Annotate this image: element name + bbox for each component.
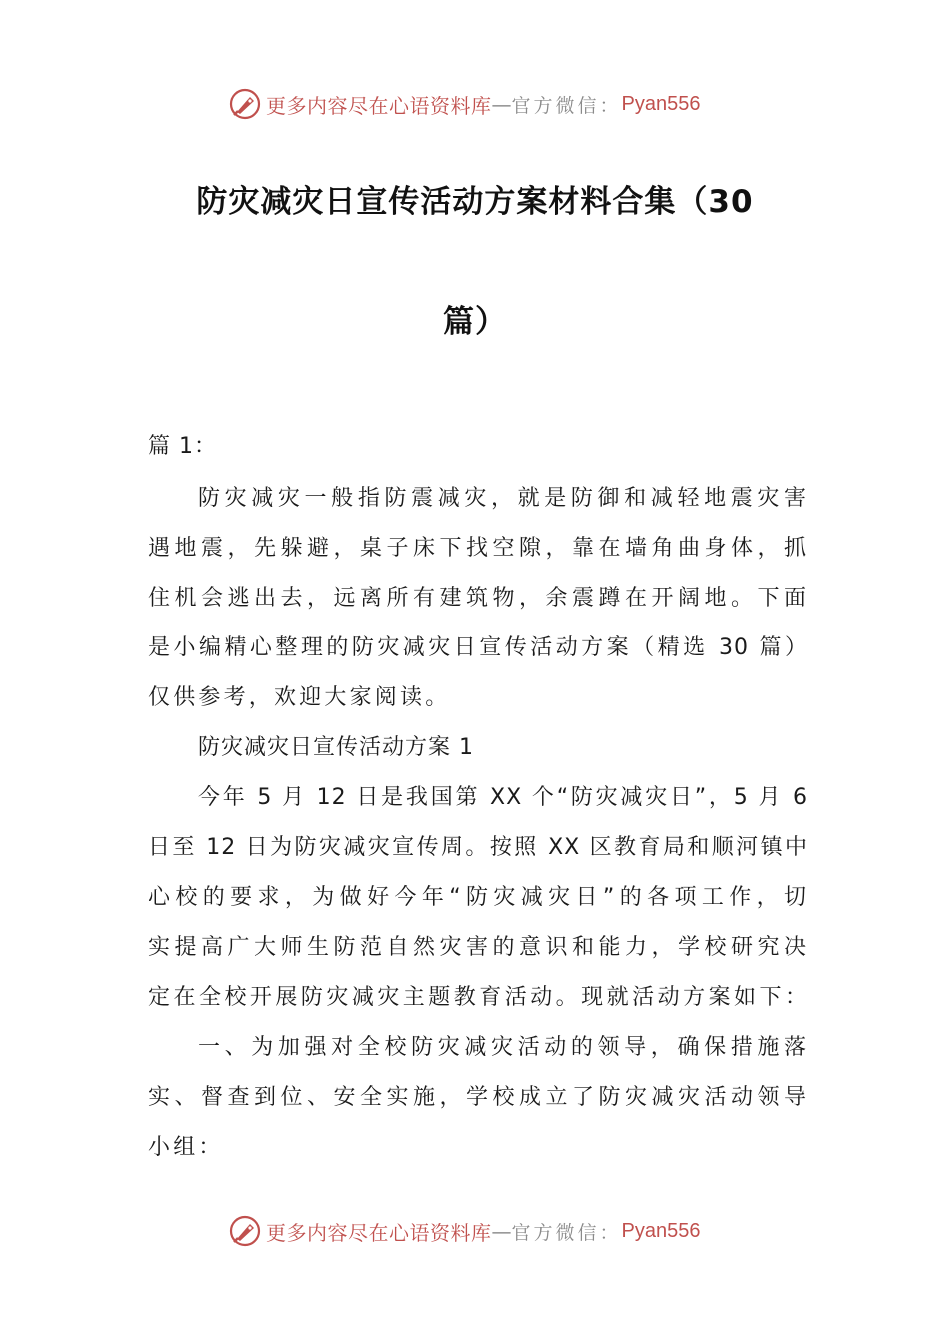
paragraph-line: 今年 5 月 12 日是我国第 XX 个“防灾减灾日”，5 月 6: [198, 785, 808, 810]
banner-sub-text: 官方微信：: [511, 1221, 622, 1244]
paragraph-line: 小组：: [148, 1135, 224, 1160]
document-title-line-1: 防灾减灾日宣传活动方案材料合集（30: [196, 184, 754, 220]
pen-nib-logo-icon: [228, 87, 262, 121]
paragraph-line: 定在全校开展防灾减灾主题教育活动。现就活动方案如下：: [148, 985, 808, 1010]
document-title-line-2: 篇）: [443, 304, 507, 340]
paragraph-line: 遇地震，先躲避，桌子床下找空隙，靠在墙角曲身体，抓: [148, 536, 808, 561]
paragraph-line: 仅供参考，欢迎大家阅读。: [148, 685, 451, 710]
paragraph-line: 实提高广大师生防范自然灾害的意识和能力，学校研究决: [148, 935, 808, 960]
paragraph-line: 一、为加强对全校防灾减灾活动的领导，确保措施落: [198, 1035, 808, 1060]
banner-main-text: 更多内容尽在心语资料库: [266, 93, 492, 118]
paragraph-line: 日至 12 日为防灾减灾宣传周。按照 XX 区教育局和顺河镇中: [148, 835, 808, 860]
header-watermark-banner: [228, 84, 700, 124]
footer-watermark-banner: [228, 1211, 700, 1251]
paragraph-line: 防灾减灾一般指防震减灾，就是防御和减轻地震灾害: [198, 486, 808, 511]
paragraph-line: 实、督查到位、安全实施，学校成立了防灾减灾活动领导: [148, 1085, 808, 1110]
banner-dash: —: [491, 92, 512, 116]
paragraph-line: 住机会逃出去，远离所有建筑物，余震蹲在开阔地。下面: [148, 586, 808, 611]
plan-heading: 防灾减灾日宣传活动方案 1: [198, 735, 474, 760]
banner-wechat-id: Pyan556: [621, 1219, 701, 1242]
banner-wechat-id: Pyan556: [621, 92, 701, 115]
paragraph-line: 是小编精心整理的防灾减灾日宣传活动方案（精选 30 篇）: [148, 635, 808, 660]
section-label: 篇 1：: [148, 434, 217, 459]
banner-main-text: 更多内容尽在心语资料库: [266, 1220, 492, 1245]
pen-nib-logo-icon: [228, 1214, 262, 1248]
banner-sub-text: 官方微信：: [511, 94, 622, 117]
banner-dash: —: [491, 1219, 512, 1243]
paragraph-line: 心校的要求，为做好今年“防灾减灾日”的各项工作，切: [148, 885, 808, 910]
